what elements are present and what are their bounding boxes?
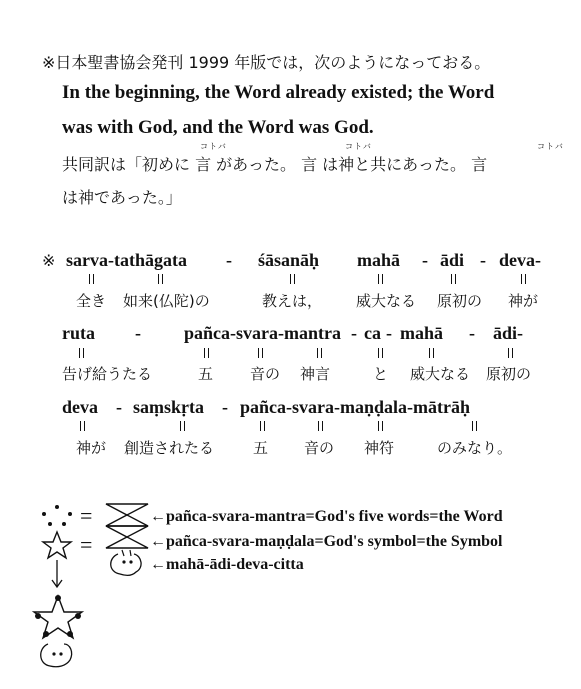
equals-mark <box>521 274 526 284</box>
hourglass-symbol-icon <box>104 502 150 582</box>
token-dash: - <box>386 323 392 343</box>
token-dash: - <box>135 323 141 343</box>
english-verse-line2: was with God, and the Word was God. <box>62 117 374 138</box>
note2-marker: ※ <box>42 251 56 270</box>
equals-mark <box>158 274 163 284</box>
equals-mark <box>260 421 265 431</box>
star-icon <box>42 530 72 560</box>
equals-mark <box>378 274 383 284</box>
equals-mark <box>290 274 295 284</box>
token: ruta <box>62 323 95 343</box>
gloss: 五 <box>198 365 214 383</box>
token-dash: - <box>226 250 232 270</box>
equals-mark <box>378 421 383 431</box>
token: deva <box>62 397 98 417</box>
legend-citta: ←mahā-ādi-deva-citta <box>150 556 304 573</box>
token: saṃskṛta <box>133 397 204 417</box>
down-arrow-icon <box>50 560 64 590</box>
equals-sign-2: = <box>80 532 93 557</box>
kyodo-line2: は神であった。」 <box>62 188 182 207</box>
token: mahā <box>357 250 401 270</box>
equals-mark <box>451 274 456 284</box>
gloss: のみなり。 <box>437 439 513 457</box>
equals-mark <box>180 421 185 431</box>
five-dots-icon <box>40 504 74 526</box>
gloss: 原初の <box>486 365 532 383</box>
token-dash: - <box>351 323 357 343</box>
gloss: 教えは， <box>262 292 323 310</box>
gloss: 神符 <box>364 439 395 457</box>
token: pañca-svara-maṇḍala-mātrāḥ <box>240 397 470 417</box>
equals-mark <box>378 348 383 358</box>
english-verse-line1: In the beginning, the Word already existed; the Word <box>62 82 495 103</box>
gloss: 神が <box>508 292 539 310</box>
gloss: 告げ給うたる <box>62 365 153 383</box>
ruby-kotoba-1: コトバ <box>200 142 227 151</box>
ruby-kotoba-2: コトバ <box>345 142 372 151</box>
ruby-kotoba-3: コトバ <box>537 142 564 151</box>
token-dash: - <box>469 323 475 343</box>
equals-mark <box>79 348 84 358</box>
equals-mark <box>317 348 322 358</box>
equals-sign-1: = <box>80 503 93 528</box>
gloss: 五 <box>253 439 269 457</box>
token-dash: - <box>422 250 428 270</box>
gloss: 原初の <box>437 292 483 310</box>
token: ca <box>364 323 381 343</box>
combined-star-symbol-icon <box>30 594 86 674</box>
equals-mark <box>80 421 85 431</box>
gloss: 創造されたる <box>124 439 215 457</box>
token: sarva-tathāgata <box>66 250 187 270</box>
gloss: 神言 <box>300 365 331 383</box>
legend-mandala: ←pañca-svara-maṇḍala=God's symbol=the Symbol <box>150 533 503 550</box>
token: pañca-svara-mantra <box>184 323 341 343</box>
token-dash: - <box>222 397 228 417</box>
gloss: と <box>373 365 389 383</box>
gloss: 音の <box>304 439 335 457</box>
gloss: 全き <box>76 292 107 310</box>
token-dash: - <box>480 250 486 270</box>
note1-header: ※日本聖書協会発刊 1999 年版では，次のようになっておる。 <box>42 53 491 72</box>
token: ādi- <box>493 323 524 343</box>
gloss: 如来(仏陀)の <box>123 292 210 310</box>
gloss: 威大なる <box>410 365 471 383</box>
token: deva- <box>499 250 541 270</box>
equals-mark <box>258 348 263 358</box>
token: ādi <box>440 250 465 270</box>
gloss: 音の <box>250 365 281 383</box>
equals-mark <box>472 421 477 431</box>
equals-mark <box>204 348 209 358</box>
token: mahā <box>400 323 444 343</box>
equals-mark <box>318 421 323 431</box>
equals-mark <box>429 348 434 358</box>
gloss: 威大なる <box>356 292 417 310</box>
equals-mark <box>508 348 513 358</box>
token: śāsanāḥ <box>258 250 320 270</box>
equals-mark <box>89 274 94 284</box>
gloss: 神が <box>76 439 107 457</box>
kyodo-line1: 共同訳は「初めに 言 があった。 言 は神と共にあった。 言 <box>62 155 488 174</box>
legend-mantra: ←pañca-svara-mantra=God's five words=the Word <box>150 508 503 525</box>
token-dash: - <box>116 397 122 417</box>
